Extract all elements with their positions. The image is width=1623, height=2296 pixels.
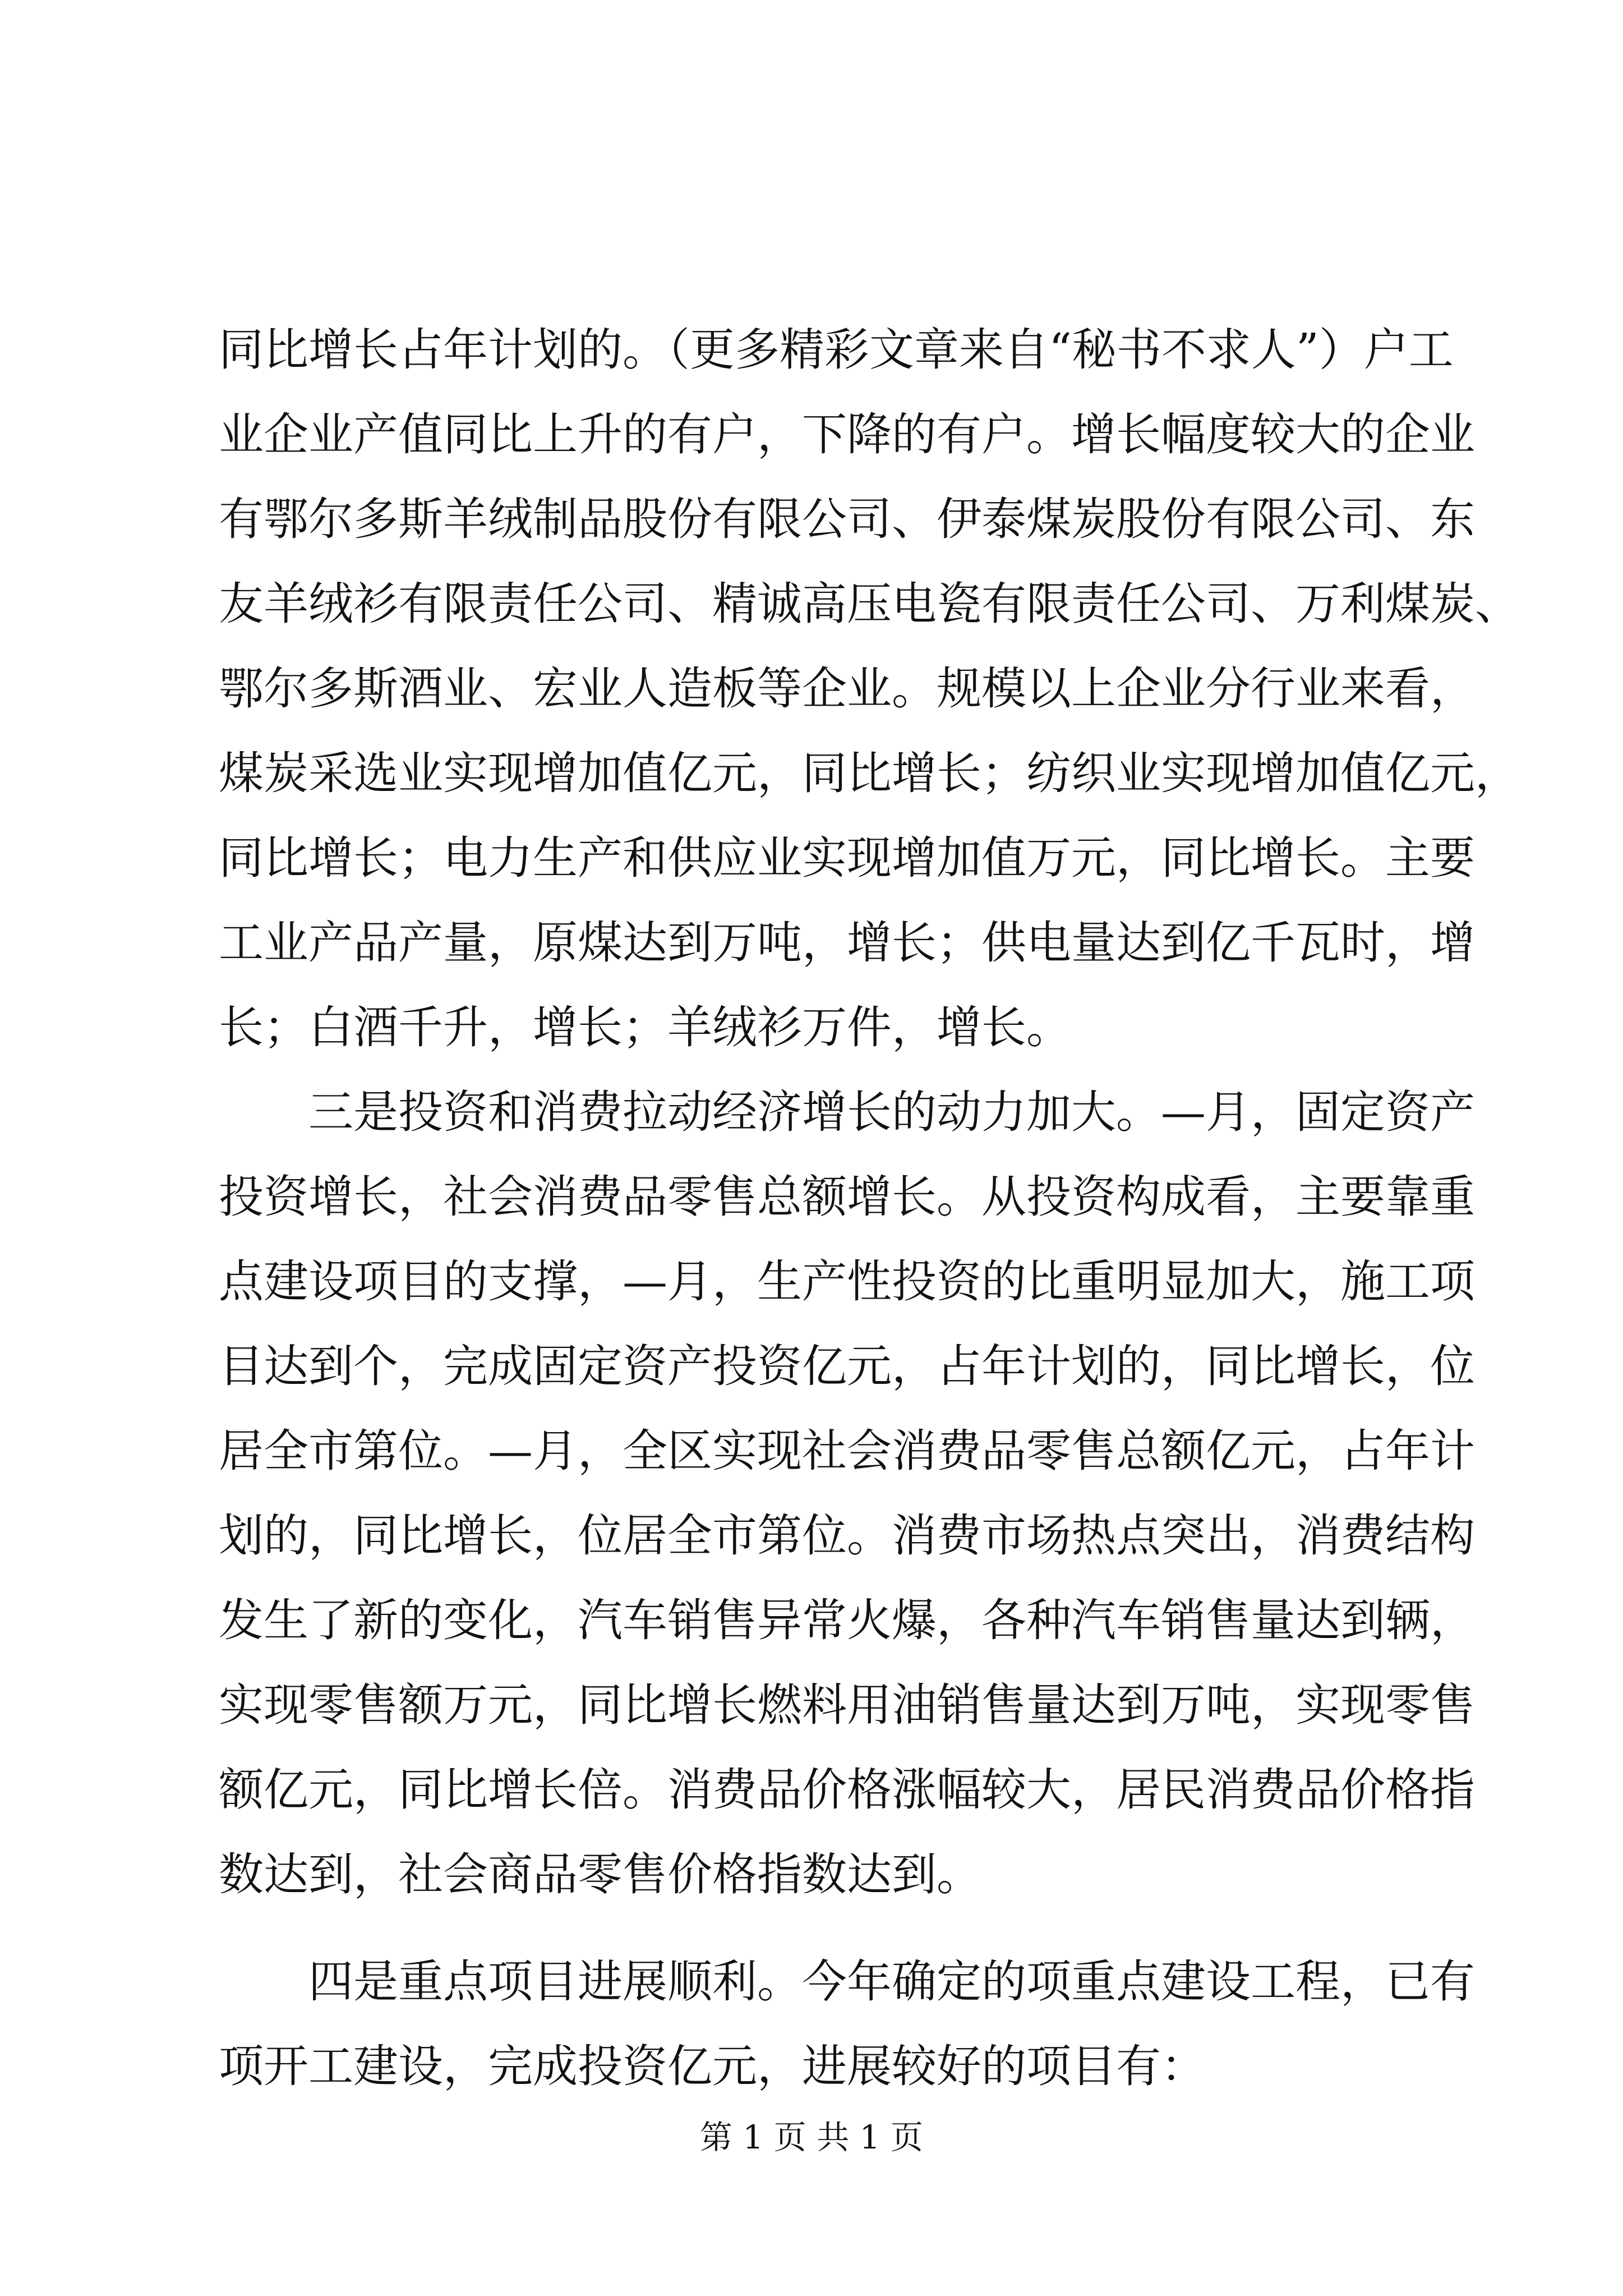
text-line: 额亿元，同比增长倍。消费品价格涨幅较大，居民消费品价格指 — [219, 1764, 1475, 1816]
text-line: 四是重点项目进展顺利。今年确定的项重点建设工程，已有 — [308, 1955, 1475, 2008]
document-body — [219, 307, 1520, 2109]
text-line: 长；白酒千升，增长；羊绒衫万件，增长。 — [219, 1001, 1071, 1053]
text-line: 三是投资和消费拉动经济增长的动力加大。—月，固定资产 — [308, 1086, 1475, 1138]
text-line: 有鄂尔多斯羊绒制品股份有限公司、伊泰煤炭股份有限公司、东 — [219, 493, 1475, 545]
text-line: 目达到个，完成固定资产投资亿元，占年计划的，同比增长，位 — [219, 1340, 1475, 1392]
text-line: 数达到，社会商品零售价格指数达到。 — [219, 1848, 981, 1901]
paragraph-spacer — [219, 1917, 1413, 1939]
text-line: 业企业产值同比上升的有户，下降的有户。增长幅度较大的企业 — [219, 408, 1475, 461]
paragraph-3 — [219, 1939, 1475, 2109]
text-line: 同比增长占年计划的。（更多精彩文章来自“秘书不求人”）户工 — [219, 324, 1454, 376]
text-line: 发生了新的变化，汽车销售异常火爆，各种汽车销售量达到辆， — [219, 1594, 1475, 1646]
text-line: 友羊绒衫有限责任公司、精诚高压电瓷有限责任公司、万利煤炭、 — [219, 578, 1520, 630]
text-line: 工业产品产量，原煤达到万吨，增长；供电量达到亿千瓦时，增 — [219, 917, 1475, 969]
page-footer: 第 1 页 共 1 页 — [700, 2118, 923, 2156]
text-line: 项开工建设，完成投资亿元，进展较好的项目有： — [219, 2040, 1206, 2092]
paragraph-2 — [219, 1070, 1475, 1917]
text-line: 同比增长；电力生产和供应业实现增加值万元，同比增长。主要 — [219, 832, 1475, 884]
text-line: 划的，同比增长，位居全市第位。消费市场热点突出，消费结构 — [219, 1510, 1475, 1562]
paragraph-1 — [219, 307, 1520, 1070]
text-line: 居全市第位。—月，全区实现社会消费品零售总额亿元，占年计 — [219, 1425, 1475, 1477]
text-line: 实现零售额万元，同比增长燃料用油销售量达到万吨，实现零售 — [219, 1679, 1475, 1731]
text-line: 点建设项目的支撑，—月，生产性投资的比重明显加大，施工项 — [219, 1255, 1475, 1308]
text-line: 煤炭采选业实现增加值亿元，同比增长；纺织业实现增加值亿元， — [219, 747, 1520, 799]
text-line: 鄂尔多斯酒业、宏业人造板等企业。规模以上企业分行业来看， — [219, 662, 1475, 715]
text-line: 投资增长，社会消费品零售总额增长。从投资构成看，主要靠重 — [219, 1171, 1475, 1223]
